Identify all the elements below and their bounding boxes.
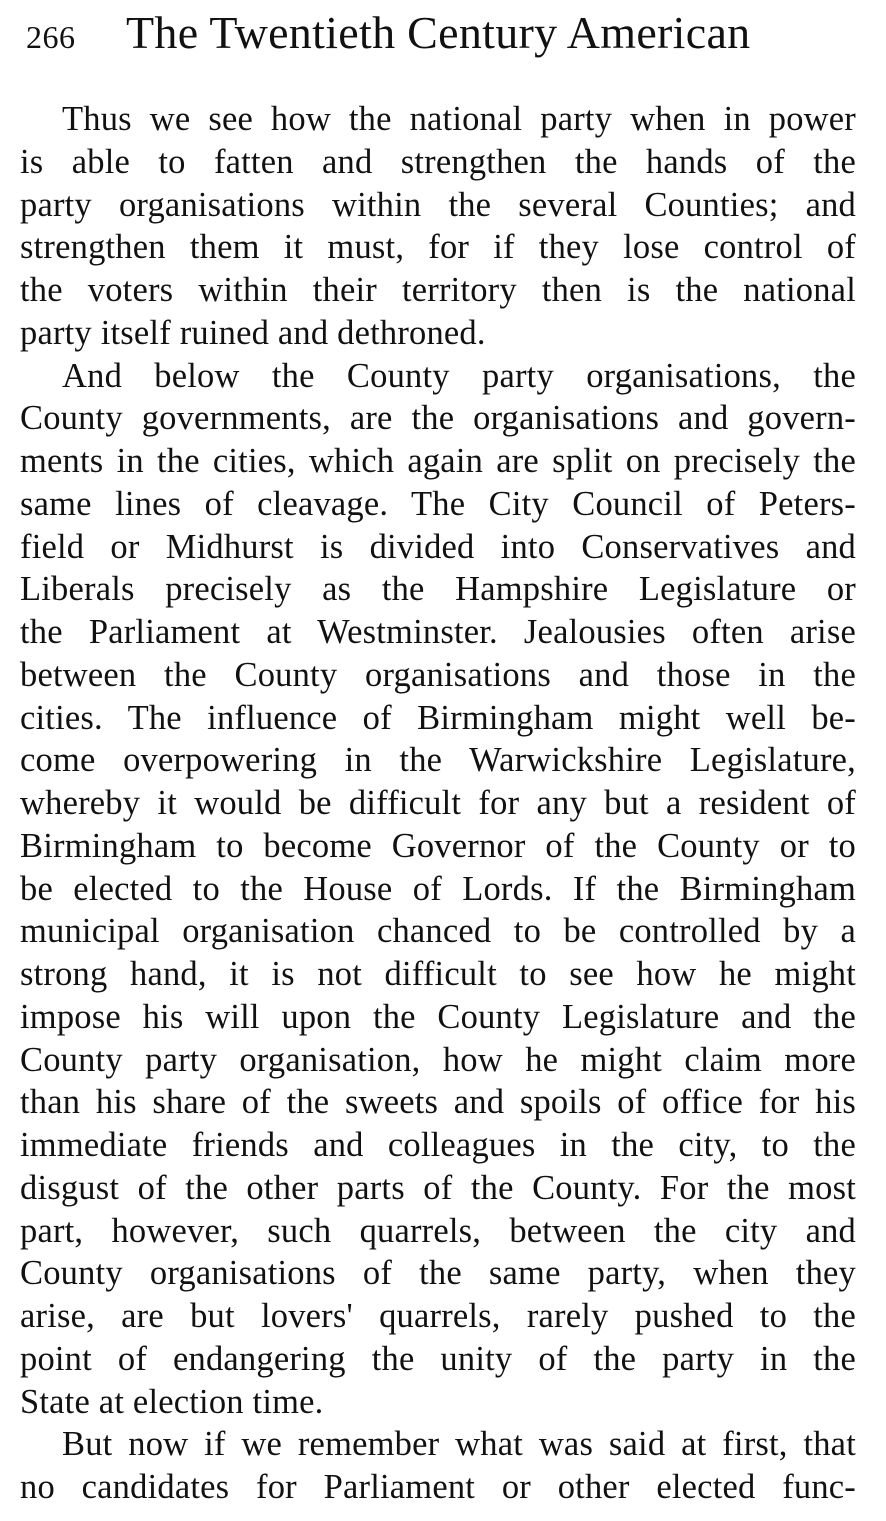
paragraph-1 <box>20 98 856 355</box>
text-line: same lines of cleavage. The City Council of Peters- <box>20 484 856 523</box>
text-line: no candidates for Parliament or other elected func- <box>20 1468 856 1506</box>
text-line: Thus we see how the national party when in power <box>62 100 856 138</box>
text-line: Liberals precisely as the Hampshire Legislature or <box>20 570 856 609</box>
text-line: be elected to the House of Lords. If the Birmingham <box>20 869 856 908</box>
text-line: whereby it would be difficult for any but a resident of <box>20 784 856 822</box>
text-line: than his share of the sweets and spoils of office for his <box>20 1083 856 1122</box>
text-line: impose his will upon the County Legislature and the <box>20 997 856 1036</box>
running-title: The Twentieth Century American <box>126 7 751 58</box>
text-line: point of endangering the unity of the party in the <box>20 1339 856 1378</box>
text-line: County governments, are the organisations and govern- <box>20 399 856 438</box>
text-line: party itself ruined and dethroned. <box>20 313 486 352</box>
text-line: immediate friends and colleagues in the city, to the <box>20 1126 856 1164</box>
text-line: disgust of the other parts of the County. For the most <box>20 1168 856 1207</box>
text-line: municipal organisation chanced to be controlled by a <box>20 912 856 951</box>
page-header <box>26 6 856 62</box>
text-line: County party organisation, how he might claim more <box>20 1040 856 1079</box>
text-line: the voters within their territory then is the national <box>20 271 856 309</box>
text-line: strengthen them it must, for if they lose control of <box>20 228 856 267</box>
text-line: party organisations within the several Counties; and <box>20 185 856 224</box>
body-text <box>20 98 856 1509</box>
text-line: ments in the cities, which again are split on precisely the <box>20 442 856 480</box>
paragraph-2 <box>20 355 856 1424</box>
text-line: strong hand, it is not difficult to see how he might <box>20 955 856 993</box>
text-line: cities. The influence of Birmingham might well be- <box>20 698 856 737</box>
text-line: come overpowering in the Warwickshire Legislature, <box>20 741 856 780</box>
text-line: part, however, such quarrels, between the city and <box>20 1211 856 1250</box>
text-line: field or Midhurst is divided into Conservatives and <box>20 527 856 566</box>
text-line: the Parliament at Westminster. Jealousies often arise <box>20 613 856 651</box>
text-line: And below the County party organisations, the <box>62 356 856 395</box>
text-line: between the County organisations and those in the <box>20 655 856 694</box>
page-number: 266 <box>26 19 76 55</box>
text-line: County organisations of the same party, when they <box>20 1254 856 1293</box>
text-line: arise, are but lovers' quarrels, rarely pushed to the <box>20 1297 856 1335</box>
text-line: is able to fatten and strengthen the hands of the <box>20 142 856 181</box>
text-line: Birmingham to become Governor of the County or to <box>20 826 856 865</box>
text-line: State at election time. <box>20 1382 324 1421</box>
paragraph-3 <box>20 1423 856 1509</box>
text-line: But now if we remember what was said at first, that <box>62 1425 856 1464</box>
